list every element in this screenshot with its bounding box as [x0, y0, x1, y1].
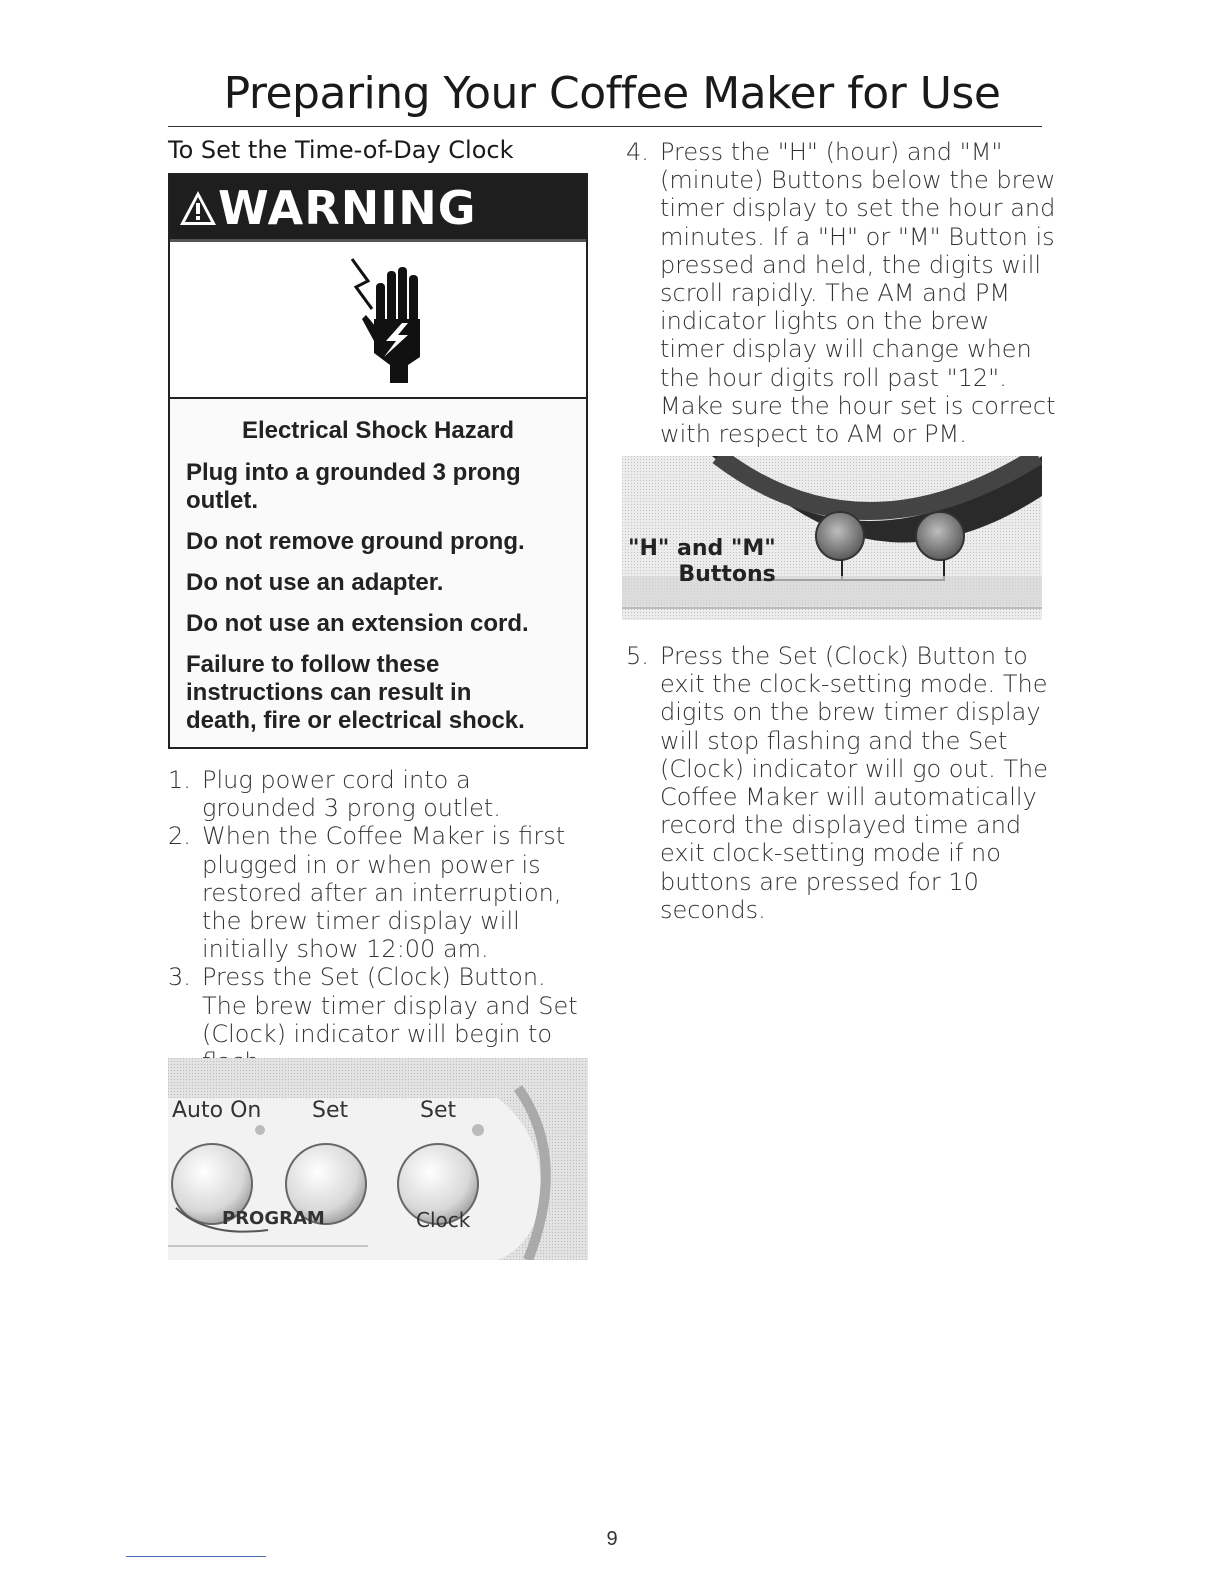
warning-line-2: Do not remove ground prong. — [186, 528, 525, 555]
step-1: 1. Plug power cord into a grounded 3 prong outlet. — [168, 766, 501, 823]
warning-box — [168, 173, 588, 749]
steps-list-right-bottom — [626, 642, 1056, 924]
control-panel-illustration — [168, 1058, 588, 1260]
steps-list-right-top — [626, 138, 1056, 448]
section-heading: To Set the Time-of-Day Clock — [168, 136, 514, 164]
auto-on-label: Auto On — [172, 1098, 262, 1123]
hm-buttons-photo — [622, 456, 1042, 620]
title-divider — [168, 126, 1042, 127]
warning-line-3: Do not use an adapter. — [186, 569, 444, 596]
warning-line-5: Failure to follow these instructions can result in death, fire or electrical shock. — [186, 651, 525, 734]
step-5: 5. Press the Set (Clock) Button to exit the clock-setting mode. The digits on the brew timer display will stop flashing and the Set (Clock) indicator will go out. The Coffee Maker will automatically record the displayed time and exit clock-setting mode if no buttons are pressed for 10 seconds. — [626, 642, 1049, 924]
footer-divider — [126, 1556, 266, 1557]
program-label: PROGRAM — [222, 1208, 325, 1229]
steps-list-left — [168, 766, 588, 1076]
warning-line-4: Do not use an extension cord. — [186, 610, 529, 637]
hm-buttons-label: "H" and "M" Buttons — [628, 536, 776, 587]
step-3: 3. Press the Set (Clock) Button. The brew timer display and Set (Clock) indicator will begin to — [168, 963, 578, 1048]
clock-label: Clock — [416, 1208, 471, 1232]
page-title: Preparing Your Coffee Maker for Use — [223, 68, 1001, 119]
step-2: 2. When the Coffee Maker is first plugged in or when power is restored after an interruption, the brew timer display will initially show 12:00 am. — [168, 822, 566, 964]
hazard-title: Electrical Shock Hazard — [241, 417, 515, 444]
warning-line-1: Plug into a grounded 3 prong outlet. — [186, 459, 521, 514]
electric-shock-hand-icon — [346, 257, 436, 383]
warning-body — [170, 399, 586, 747]
warning-banner — [170, 175, 586, 242]
warning-label: WARNING — [218, 181, 477, 235]
warning-triangle-icon — [178, 189, 218, 227]
page-number: 9 — [606, 1528, 618, 1550]
control-panel-photo — [168, 1058, 588, 1260]
step-4: 4. Press the "H" (hour) and "M" (minute) Buttons below the brew timer display to set the hour and minutes. If a "H" or "M" Button is pressed and held, the digits will scroll rapidly. The AM and PM indicator lights on the brew timer display will change when the hour digits roll past "12". Make sure the hour set is correct with respect to AM or PM. — [626, 138, 1056, 449]
set-label: Set — [312, 1098, 349, 1123]
hazard-figure — [170, 241, 586, 399]
set-clock-label: Set — [420, 1098, 457, 1123]
